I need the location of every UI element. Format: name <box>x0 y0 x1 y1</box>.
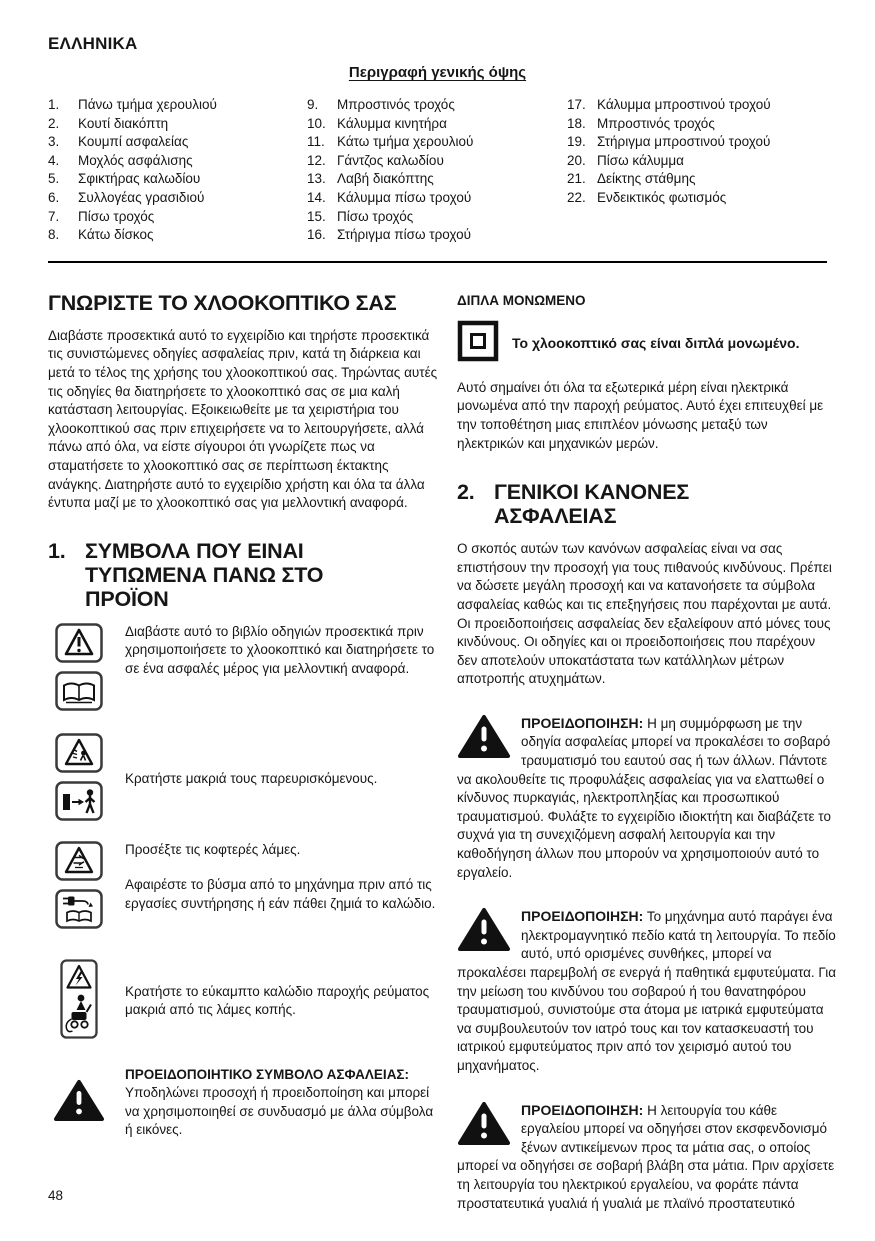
part-item: 2. Κουτί διακόπτη <box>48 115 169 131</box>
warning-text: Η λειτουργία του κάθε εργαλείου μπορεί να οδηγήσει στον εκσφενδονισμό ξένων αντικείμενων προς τα μάτια σας, ο οποίος μπορεί να οδηγήσει σε σοβαρή βλάβη στα μάτια. Πριν αρχίσετε τη λειτουργία του ηλεκτρικού εργαλείου, να φοράτε πάντα προστατευτικά γυαλιά ή γυαλιά με πλαϊνό προστατευτικό <box>457 1102 835 1211</box>
keep-bystanders-away-icon <box>55 781 103 826</box>
symbol-text: Αφαιρέστε το βύσμα από το μηχάνημα πριν από τις εργασίες συντήρησης ή εάν πάθει ζημιά το καλώδιο. <box>125 877 436 911</box>
part-item: 7. Πίσω τροχός <box>48 208 155 224</box>
right-column <box>457 291 837 1213</box>
part-item: 14. Κάλυμμα πίσω τροχού <box>307 189 472 205</box>
part-item: 3. Κουμπί ασφαλείας <box>48 134 189 150</box>
warning-block <box>457 1101 837 1214</box>
warning-triangle-icon <box>457 714 511 765</box>
general-rules-heading: 2. ΓΕΝΙΚΟΙ ΚΑΝΟΝΕΣ ΑΣΦΑΛΕΙΑΣ <box>457 480 690 529</box>
left-column <box>48 291 438 1213</box>
section-divider <box>48 261 827 263</box>
general-rules-body: Ο σκοπός αυτών των κανόνων ασφαλείας είναι να σας επιστήσουν την προσοχή για τους πιθανούς κινδύνους. Πρέπει να δώσετε μεγάλη προσοχή και να κατανοήσετε τα σύμβολα ασφαλείας καθώς και τις επεξηγήσεις που παρέχονται με αυτά. Οι προειδοποιήσεις ασφαλείας δεν εξαλείφουν από μόνες τους κινδύνους. Οι οδηγίες και οι προειδοποιήσεις που παρέχουν δεν αποτελούν υποκατάστατα των κατάλληλων μέτρων αποτροπής ατυχημάτων. <box>457 541 832 687</box>
symbol-text: Κρατήστε το εύκαμπτο καλώδιο παροχής ρεύματος μακριά από τις λάμες κοπής. <box>125 983 430 1018</box>
page-number: 48 <box>48 1188 64 1203</box>
part-item: 8. Κάτω δίσκος <box>48 227 154 243</box>
symbol-row-safety-alert <box>55 1066 438 1140</box>
parts-list <box>48 96 827 245</box>
part-item: 13. Λαβή διακόπτης <box>307 171 434 187</box>
part-item: 17. Κάλυμμα μπροστινού τροχού <box>567 97 771 112</box>
part-item: 18. Μπροστινός τροχός <box>567 115 715 131</box>
part-item: 11. Κάτω τμήμα χερουλιού <box>307 134 474 150</box>
symbol-text: Υποδηλώνει προσοχή ή προειδοποίηση και μπορεί να χρησιμοποιηθεί σε συνδυασμό με άλλα σύμβολα ή εικόνες. <box>125 1085 434 1138</box>
overview-title: Περιγραφή γενικής όψης <box>348 64 527 81</box>
double-insulated-title: ΔΙΠΛΑ ΜΟΝΩΜΕΝΟ <box>457 292 586 308</box>
part-item: 19. Στήριγμα μπροστινού τροχού <box>567 134 771 150</box>
symbol-row-blades-unplug <box>55 841 438 934</box>
parts-column-2 <box>307 96 567 245</box>
part-item: 22. Ενδεικτικός φωτισμός <box>567 189 727 205</box>
warning-triangle-icon <box>55 623 103 668</box>
symbol-row-cable <box>55 959 438 1044</box>
sharp-blades-icon <box>55 841 103 886</box>
warning-triangle-icon <box>457 907 511 958</box>
unplug-before-maintenance-icon <box>55 889 103 934</box>
symbol-text: Διαβάστε αυτό το βιβλίο οδηγιών προσεκτικά πριν χρησιμοποιήσετε το χλοοκοπτικό και διατηρήσετε το σε ένα ασφαλές μέρος για μελλοντική αναφορά. <box>125 623 435 676</box>
part-item: 15. Πίσω τροχός <box>307 208 414 224</box>
double-insulated-row <box>457 320 837 367</box>
double-insulated-icon <box>457 320 499 367</box>
symbol-row-read-manual <box>55 623 438 716</box>
warning-text: Η μη συμμόρφωση με την οδηγία ασφαλείας μπορεί να προκαλέσει το σοβαρό τραυματισμό του εαυτού σας ή των άλλων. Πάντοτε να ακολουθείτε τις προφυλάξεις ασφαλείας για να ελαττωθεί ο κίνδυνος πυρκαγιάς, ηλεκτροπληξίας και προσωπικού τραυματισμού. Φυλάξτε το εγχειρίδιο ιδιοκτήτη και διαβάζετε το συχνά για τη συνεχιζόμενη ασφαλή λειτουργία και την καθοδήγηση άλλων που μπορούν να χρησιμοποιούν αυτό το εργαλείο. <box>457 715 831 880</box>
warning-text: Το μηχάνημα αυτό παράγει ένα ηλεκτρομαγνητικό πεδίο κατά τη λειτουργία. Το πεδίο αυτό, υπό ορισμένες συνθήκες, μπορεί να προκαλέσει παρεμβολή σε ενεργά ή παθητικά εμφυτεύματα. Για την μείωση του κινδύνου του σοβαρού ή του θανατηφόρου τραυματισμού, συνιστούμε στα άτομα με ιατρικά εμφυτεύματα να συμβουλευτούν τον ιατρό τους και τον κατασκευαστή του ιατρικού εμφυτεύματος πριν από τον χειρισμό αυτού του μηχανήματος. <box>457 909 837 1073</box>
part-item: 5. Σφικτήρας καλωδίου <box>48 171 201 187</box>
warning-label: ΠΡΟΕΙΔΟΠΟΙΗΣΗ: <box>521 1101 644 1118</box>
safety-alert-icon <box>53 1079 107 1127</box>
part-item: 21. Δείκτης στάθμης <box>567 171 696 187</box>
symbol-row-bystanders <box>55 733 438 826</box>
warning-triangle-icon <box>457 1101 511 1152</box>
part-item: 16. Στήριγμα πίσω τροχού <box>307 227 472 243</box>
warning-label: ΠΡΟΕΙΔΟΠΟΙΗΣΗ: <box>521 714 644 731</box>
cable-away-from-blades-icon <box>60 959 98 1044</box>
part-item: 1. Πάνω τμήμα χερουλιού <box>48 97 217 112</box>
know-your-mower-title: ΓΝΩΡΙΣΤΕ ΤΟ ΧΛΟΟΚΟΠΤΙΚΟ ΣΑΣ <box>48 290 397 315</box>
flying-debris-icon <box>55 733 103 778</box>
safety-alert-label: ΠΡΟΕΙΔΟΠΟΙΗΤΙΚΟ ΣΥΜΒΟΛΟ ΑΣΦΑΛΕΙΑΣ: <box>125 1066 410 1082</box>
read-manual-icon <box>55 671 103 716</box>
double-insulated-statement: Το χλοοκοπτικό σας είναι διπλά μονωμένο. <box>512 335 800 352</box>
part-item: 6. Συλλογέας γρασιδιού <box>48 189 205 205</box>
warning-block <box>457 907 837 1075</box>
symbol-text: Προσέξτε τις κοφτερές λάμες. <box>125 841 301 857</box>
know-your-mower-body: Διαβάστε προσεκτικά αυτό το εγχειρίδιο και τηρήστε προσεκτικά τις συνιστώμενες οδηγίες ασφαλείας πριν, κατά τη διάρκεια και μετά το τέλος της χρήσης του χλοοκοπτικού σας. Τηρώντας αυτές τις οδηγίες θα διατηρήσετε το χλοοκοπτικό σας σε μια καλή κατάσταση λειτουργίας. Εξοικειωθείτε με τα χειριστήρια του χλοοκοπτικού σας πριν επιχειρήσετε να το λειτουργήσετε, αλλά πάνω από όλα, να είστε σίγουροι ότι γνωρίζετε πως να σταματήσετε το χλοοκοπτικό σας σε περίπτωση έκτακτης ανάγκης. Διατηρήστε αυτό το εγχειρίδιο χρήστη και όλα τα άλλα έντυπα μαζί με το χλοοκοπτικό σας για μελλοντική αναφορά. <box>48 327 438 511</box>
symbols-section-heading: 1. ΣΥΜΒΟΛΑ ΠΟΥ ΕΙΝΑΙ ΤΥΠΩΜΕΝΑ ΠΑΝΩ ΣΤΟ ΠΡΟΪΟΝ <box>48 538 324 611</box>
part-item: 12. Γάντζος καλωδίου <box>307 152 444 168</box>
parts-column-3 <box>567 96 827 245</box>
warning-block <box>457 714 837 882</box>
part-item: 4. Μοχλός ασφάλισης <box>48 152 193 168</box>
part-item: 20. Πίσω κάλυμμα <box>567 152 684 168</box>
double-insulated-body: Αυτό σημαίνει ότι όλα τα εξωτερικά μέρη είναι ηλεκτρικά μονωμένα από την παροχή ρεύματος. Αυτό έχει επιτευχθεί με την τοποθέτηση μιας επιπλέον μόνωσης μεταξύ των ηλεκτρικών και μηχανικών μερών. <box>457 379 824 451</box>
warning-label: ΠΡΟΕΙΔΟΠΟΙΗΣΗ: <box>521 908 644 925</box>
part-item: 10. Κάλυμμα κινητήρα <box>307 115 447 131</box>
language-heading: ΕΛΛΗΝΙΚΑ <box>48 34 138 53</box>
overview-title-row <box>48 64 827 82</box>
parts-column-1 <box>48 96 307 245</box>
part-item: 9. Μπροστινός τροχός <box>307 97 455 112</box>
symbol-text: Κρατήστε μακριά τους παρευρισκόμενους. <box>125 770 378 786</box>
